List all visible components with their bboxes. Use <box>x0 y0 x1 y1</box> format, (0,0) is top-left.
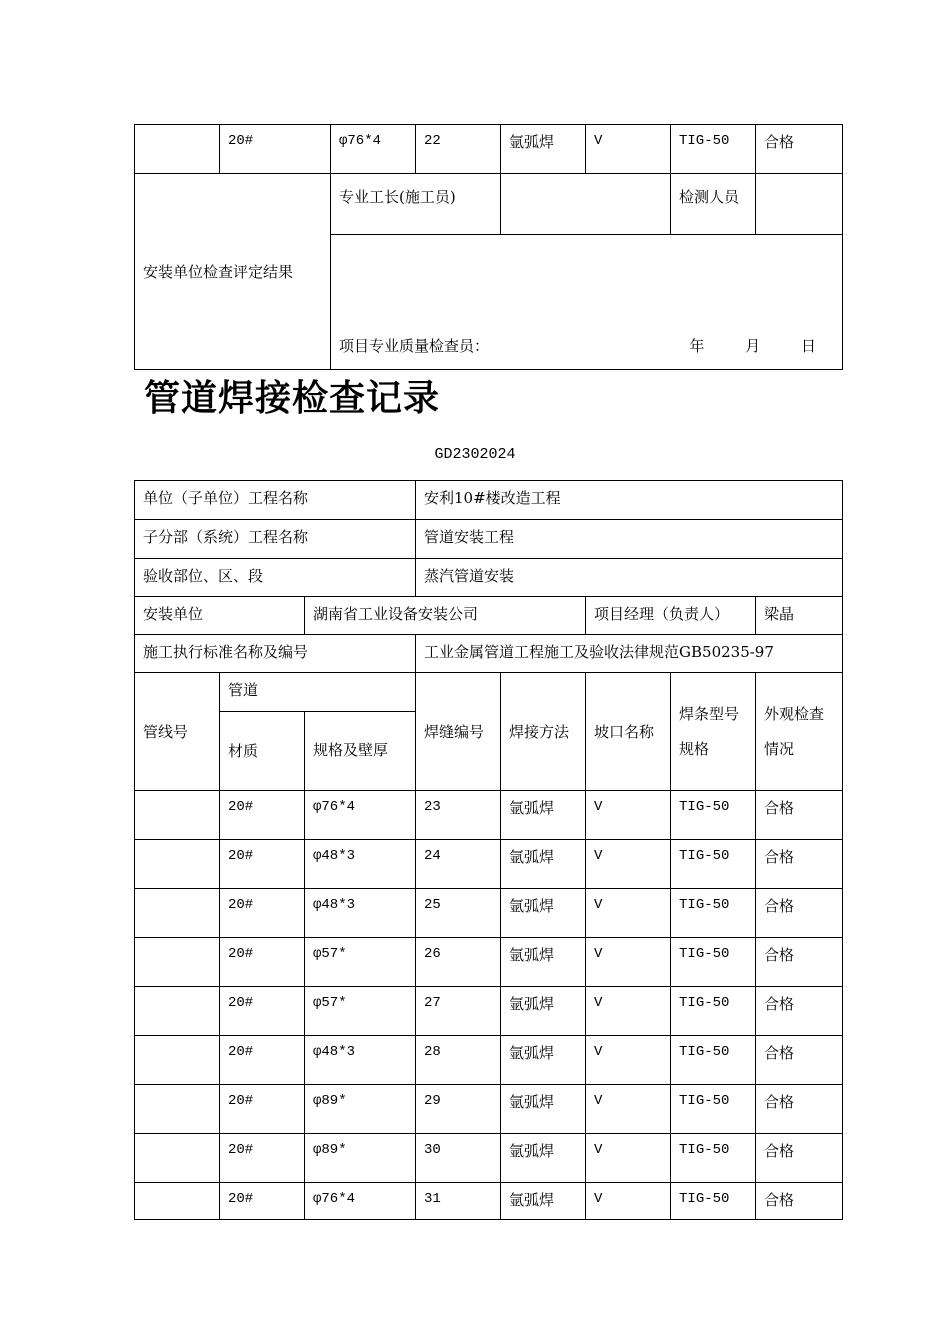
table-row <box>135 673 843 712</box>
method-cell: 氩弧焊 <box>501 791 586 840</box>
electrode-cell: TIG-50 <box>671 1036 756 1085</box>
date-day: 日 <box>800 337 816 355</box>
result-cell: 合格 <box>756 889 843 938</box>
line-no-cell <box>135 1036 220 1085</box>
spec-cell: φ76*4 <box>305 791 416 840</box>
groove-cell: V <box>586 938 671 987</box>
table-row <box>135 1036 843 1085</box>
table-row <box>135 125 843 174</box>
quality-signoff <box>331 235 843 370</box>
method-cell: 氩弧焊 <box>501 125 586 174</box>
spec-cell: φ76*4 <box>331 125 416 174</box>
material-cell: 20# <box>220 987 305 1036</box>
line-no-cell <box>135 987 220 1036</box>
line-no-cell <box>135 125 220 174</box>
spec-cell: φ48*3 <box>305 840 416 889</box>
result-cell: 合格 <box>756 1085 843 1134</box>
doc-number: GD2302024 <box>434 446 516 463</box>
electrode-cell: TIG-50 <box>671 1183 756 1220</box>
spec-cell: φ48*3 <box>305 1036 416 1085</box>
weld-rows <box>135 791 843 1220</box>
weld-no-cell: 27 <box>416 987 501 1036</box>
unit-label: 安装单位 <box>135 597 305 635</box>
result-cell: 合格 <box>756 1183 843 1220</box>
groove-cell: V <box>586 1085 671 1134</box>
header-weld-no: 焊缝编号 <box>416 673 501 791</box>
quality-label: 项目专业质量检查员： <box>339 337 490 355</box>
header-groove: 坡口名称 <box>586 673 671 791</box>
header-method: 焊接方法 <box>501 673 586 791</box>
material-cell: 20# <box>220 889 305 938</box>
electrode-cell: TIG-50 <box>671 791 756 840</box>
groove-cell: V <box>586 840 671 889</box>
weld-no-cell: 31 <box>416 1183 501 1220</box>
date-month: 月 <box>745 337 761 355</box>
method-cell: 氩弧焊 <box>501 1134 586 1183</box>
groove-cell: V <box>586 987 671 1036</box>
electrode-cell: TIG-50 <box>671 1134 756 1183</box>
standard-label: 施工执行标准名称及编号 <box>135 635 416 673</box>
table-row <box>135 1085 843 1134</box>
method-cell: 氩弧焊 <box>501 840 586 889</box>
material-cell: 20# <box>220 1036 305 1085</box>
table-row <box>135 791 843 840</box>
electrode-cell: TIG-50 <box>671 938 756 987</box>
method-cell: 氩弧焊 <box>501 1036 586 1085</box>
table-row <box>135 987 843 1036</box>
groove-cell: V <box>586 1183 671 1220</box>
material-cell: 20# <box>220 125 331 174</box>
line-no-cell <box>135 938 220 987</box>
result-cell: 合格 <box>756 125 843 174</box>
inspector-value <box>756 174 843 235</box>
line-no-cell <box>135 840 220 889</box>
unit-value: 湖南省工业设备安装公司 <box>305 597 586 635</box>
result-cell: 合格 <box>756 938 843 987</box>
standard-value: 工业金属管道工程施工及验收法律规范GB50235-97 <box>416 635 843 673</box>
header-line-no: 管线号 <box>135 673 220 791</box>
line-no-cell <box>135 1183 220 1220</box>
groove-cell: V <box>586 125 671 174</box>
header-material: 材质 <box>220 712 305 791</box>
line-no-cell <box>135 1085 220 1134</box>
table-row <box>135 840 843 889</box>
table-row <box>135 1134 843 1183</box>
table-row <box>135 889 843 938</box>
weld-no-cell: 24 <box>416 840 501 889</box>
table-row <box>135 597 843 635</box>
weld-no-cell: 30 <box>416 1134 501 1183</box>
weld-no-cell: 22 <box>416 125 501 174</box>
method-cell: 氩弧焊 <box>501 1183 586 1220</box>
weld-no-cell: 26 <box>416 938 501 987</box>
table-row <box>135 481 843 520</box>
weld-no-cell: 28 <box>416 1036 501 1085</box>
material-cell: 20# <box>220 791 305 840</box>
method-cell: 氩弧焊 <box>501 889 586 938</box>
method-cell: 氩弧焊 <box>501 938 586 987</box>
method-cell: 氩弧焊 <box>501 1085 586 1134</box>
groove-cell: V <box>586 1036 671 1085</box>
page-title: 管道焊接检查记录 <box>144 378 441 419</box>
foreman-label: 专业工长(施工员) <box>331 174 501 235</box>
result-cell: 合格 <box>756 987 843 1036</box>
table-row <box>135 1183 843 1220</box>
manager-label: 项目经理（负责人） <box>586 597 756 635</box>
spec-cell: φ48*3 <box>305 889 416 938</box>
groove-cell: V <box>586 791 671 840</box>
line-no-cell <box>135 889 220 938</box>
table-row <box>135 938 843 987</box>
eval-label: 安装单位检查评定结果 <box>135 174 331 370</box>
electrode-cell: TIG-50 <box>671 987 756 1036</box>
header-spec: 规格及壁厚 <box>305 712 416 791</box>
material-cell: 20# <box>220 938 305 987</box>
line-no-cell <box>135 791 220 840</box>
foreman-value <box>501 174 671 235</box>
method-cell: 氩弧焊 <box>501 987 586 1036</box>
material-cell: 20# <box>220 1134 305 1183</box>
electrode-cell: TIG-50 <box>671 1085 756 1134</box>
date-year: 年 <box>689 337 705 355</box>
area-label: 验收部位、区、段 <box>135 559 416 597</box>
groove-cell: V <box>586 889 671 938</box>
weld-inspection-table <box>134 480 843 1220</box>
header-electrode: 焊条型号规格 <box>671 673 756 791</box>
weld-no-cell: 29 <box>416 1085 501 1134</box>
table-row <box>135 559 843 597</box>
result-cell: 合格 <box>756 840 843 889</box>
manager-value: 梁晶 <box>756 597 843 635</box>
table-row <box>135 635 843 673</box>
material-cell: 20# <box>220 840 305 889</box>
sub-label: 子分部（系统）工程名称 <box>135 520 416 559</box>
result-cell: 合格 <box>756 1036 843 1085</box>
electrode-cell: TIG-50 <box>671 840 756 889</box>
table-row <box>135 174 843 235</box>
spec-cell: φ89* <box>305 1085 416 1134</box>
line-no-cell <box>135 1134 220 1183</box>
groove-cell: V <box>586 1134 671 1183</box>
result-cell: 合格 <box>756 791 843 840</box>
project-value: 安利10#楼改造工程 <box>416 481 843 520</box>
spec-cell: φ89* <box>305 1134 416 1183</box>
spec-cell: φ57* <box>305 987 416 1036</box>
header-appearance: 外观检查情况 <box>756 673 843 791</box>
header-pipe: 管道 <box>220 673 416 712</box>
weld-no-cell: 25 <box>416 889 501 938</box>
material-cell: 20# <box>220 1183 305 1220</box>
material-cell: 20# <box>220 1085 305 1134</box>
electrode-cell: TIG-50 <box>671 889 756 938</box>
project-label: 单位（子单位）工程名称 <box>135 481 416 520</box>
top-continued-table <box>134 124 843 370</box>
weld-no-cell: 23 <box>416 791 501 840</box>
electrode-cell: TIG-50 <box>671 125 756 174</box>
spec-cell: φ76*4 <box>305 1183 416 1220</box>
table-row <box>135 520 843 559</box>
area-value: 蒸汽管道安装 <box>416 559 843 597</box>
inspector-label: 检测人员 <box>671 174 756 235</box>
result-cell: 合格 <box>756 1134 843 1183</box>
sub-value: 管道安装工程 <box>416 520 843 559</box>
spec-cell: φ57* <box>305 938 416 987</box>
